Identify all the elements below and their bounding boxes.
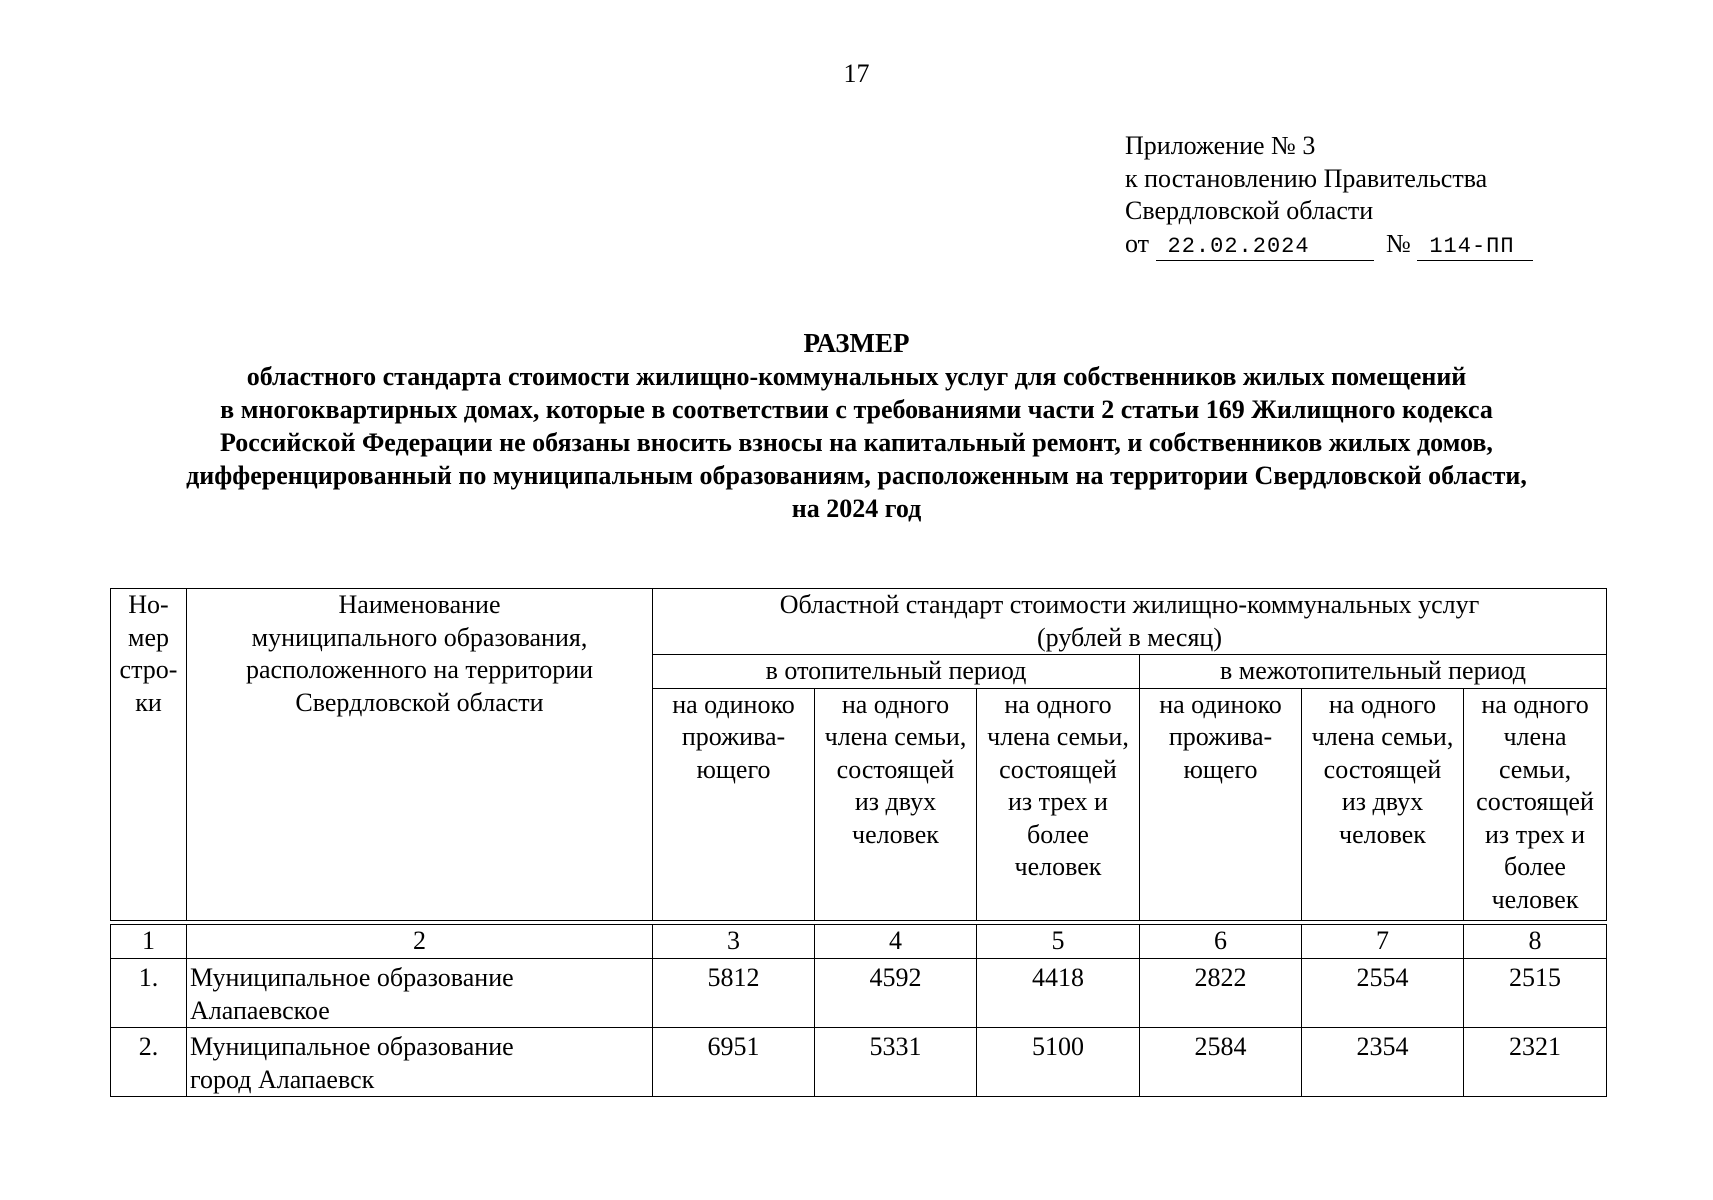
value-non-heating-three: 2321 xyxy=(1464,1028,1607,1097)
value-heating-three: 5100 xyxy=(977,1028,1140,1097)
column-number: 4 xyxy=(815,925,977,959)
table-header xyxy=(110,588,1607,921)
value-heating-two: 5331 xyxy=(815,1028,977,1097)
value-heating-three: 4418 xyxy=(977,959,1140,1028)
value-non-heating-three: 2515 xyxy=(1464,959,1607,1028)
date-prefix: от xyxy=(1125,228,1150,258)
heading-line-1: областного стандарта стоимости жилищно-коммунальных услуг для собственников жилых помещений xyxy=(246,362,1467,391)
heading-line-3: Российской Федерации не обязаны вносить взносы на капитальный ремонт, и собственников жилых домов, xyxy=(220,428,1493,457)
heading-line-2: в многоквартирных домах, которые в соответствии с требованиями части 2 статьи 169 Жилищного кодекса xyxy=(220,395,1493,424)
header-row-number: Но- мер стро- ки xyxy=(111,589,187,921)
row-number: 2. xyxy=(111,1028,187,1097)
appendix-date-line xyxy=(1125,228,1533,261)
heading-line-5: на 2024 год xyxy=(791,494,922,523)
column-number: 1 xyxy=(111,925,187,959)
column-number: 5 xyxy=(977,925,1140,959)
appendix-region: Свердловской области xyxy=(1125,196,1374,225)
column-number: 7 xyxy=(1302,925,1464,959)
value-heating-two: 4592 xyxy=(815,959,977,1028)
header-heating-single: на одиноко прожива- ющего xyxy=(653,688,815,920)
appendix-title: Приложение № 3 xyxy=(1125,131,1316,160)
date-value: 22.02.2024 xyxy=(1156,234,1374,261)
value-non-heating-single: 2584 xyxy=(1140,1028,1302,1097)
value-heating-single: 6951 xyxy=(653,1028,815,1097)
header-heating-period: в отопительный период xyxy=(653,655,1140,689)
data-table xyxy=(110,924,1607,1097)
document-heading xyxy=(0,327,1713,525)
municipality-name: Муниципальное образование Алапаевское xyxy=(187,959,653,1028)
appendix-resolution: к постановлению Правительства xyxy=(1125,163,1488,193)
heading-title: РАЗМЕР xyxy=(803,328,910,358)
table-row xyxy=(111,1028,1607,1097)
number-prefix: № xyxy=(1386,228,1411,258)
header-non-heating-single: на одиноко прожива- ющего xyxy=(1140,688,1302,920)
column-number-row xyxy=(111,925,1607,959)
header-heating-three: на одного члена семьи, состоящей из трех и более человек xyxy=(977,688,1140,920)
header-municipality: Наименование муниципального образования, расположенного на территории Свердловской области xyxy=(187,589,653,921)
value-non-heating-two: 2554 xyxy=(1302,959,1464,1028)
table-row xyxy=(111,959,1607,1028)
header-heating-two: на одного члена семьи, состоящей из двух человек xyxy=(815,688,977,920)
value-non-heating-single: 2822 xyxy=(1140,959,1302,1028)
appendix-block xyxy=(1125,130,1533,261)
column-number: 3 xyxy=(653,925,815,959)
header-standard: Областной стандарт стоимости жилищно-коммунальных услуг (рублей в месяц) xyxy=(653,589,1607,655)
municipality-name: Муниципальное образование город Алапаевск xyxy=(187,1028,653,1097)
column-number: 6 xyxy=(1140,925,1302,959)
header-non-heating-three: на одного члена семьи, состоящей из трех и более человек xyxy=(1464,688,1607,920)
value-heating-single: 5812 xyxy=(653,959,815,1028)
row-number: 1. xyxy=(111,959,187,1028)
value-non-heating-two: 2354 xyxy=(1302,1028,1464,1097)
page-number: 17 xyxy=(843,59,870,88)
header-non-heating-two: на одного члена семьи, состоящей из двух человек xyxy=(1302,688,1464,920)
column-number: 2 xyxy=(187,925,653,959)
number-value: 114-ПП xyxy=(1417,234,1533,261)
heading-line-4: дифференцированный по муниципальным образованиям, расположенным на территории Свердловской области, xyxy=(186,461,1527,490)
header-non-heating-period: в межотопительный период xyxy=(1140,655,1607,689)
column-number: 8 xyxy=(1464,925,1607,959)
